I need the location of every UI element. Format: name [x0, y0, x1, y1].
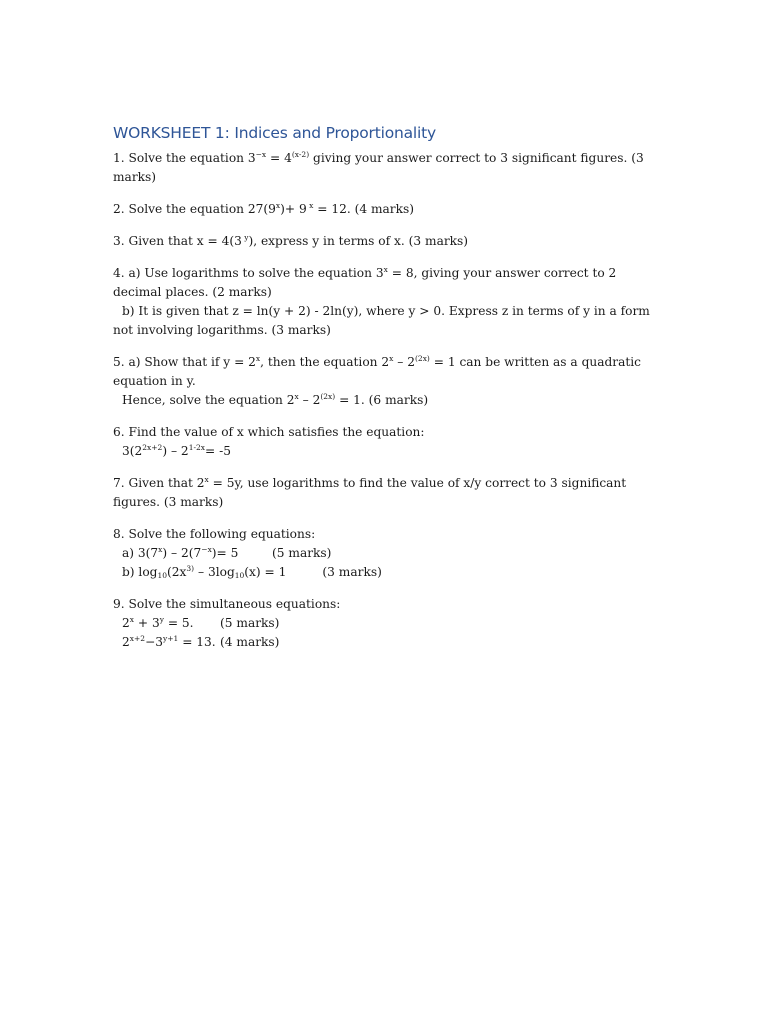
question-7: 7. Given that $2^x = 5y$, use logarithms to find the value of x/y correct to 3 significant figures. (3 marks) [113, 475, 627, 509]
question-list [113, 149, 653, 665]
question-8: 8. Solve the following equations: a) $3(7^x) - 2(7^{-x})= 5$ (5 marks) b) $\log_{10}(2x^{3)} - 3\log_{10}(x) = 1$ (3 marks) [113, 525, 653, 582]
question-8b: b) $\log_{10}(2x^{3)} - 3\log_{10}(x) = 1$ (3 marks) [122, 564, 382, 580]
question-5a: 5. a) Show that if $y = 2^x$, then the equation $2^x - 2^{(2x)} = 1$ can be written as a quadratic equation in y. [113, 354, 642, 388]
question-2: 2. Solve the equation $27(9^x)+ 9$ $^x$ = 12. (4 marks) [113, 201, 415, 216]
question-4 [113, 264, 653, 340]
question-9-eq2: $2^{x+2}-3^{y+1} = 13$. (4 marks) [122, 634, 280, 649]
question-4a: 4. a) Use logarithms to solve the equation $3^x = 8$, giving your answer correct to 2 decimal places. (2 marks) [113, 265, 617, 299]
question-6-equation: $3(2^{2x+2}) - 2^{1-2x}= -5$ [122, 443, 231, 458]
worksheet-title: WORKSHEET 1: Indices and Proportionality [113, 124, 436, 142]
question-3: 3. Given that x = 4(3 $^y$), express y in terms of x. (3 marks) [113, 233, 469, 248]
question-5b: Hence, solve the equation $2^x - 2^{(2x)} = 1$. (6 marks) [122, 392, 429, 407]
question-5 [113, 353, 653, 410]
question-9-eq1: $2^x + 3^y = 5$. (5 marks) [122, 615, 280, 630]
question-6: 6. Find the value of x which satisfies the equation: $3(2^{2x+2}) - 2^{1-2x}= -5$ [113, 423, 653, 461]
question-1: 1. Solve the equation $3^{-x} = 4^{(x-2)}$ giving your answer correct to 3 significant figures. (3 marks) [113, 150, 644, 184]
question-4b: b) It is given that z = ln(y + 2) - 2ln(y), where y > 0. Express z in terms of y in a form not involving logarithms. (3 marks) [113, 304, 650, 337]
question-8a: a) $3(7^x) - 2(7^{-x})= 5$ (5 marks) [122, 545, 332, 560]
question-9: 9. Solve the simultaneous equations: $2^x + 3^y = 5$. (5 marks) $2^{x+2}-3^{y+1} = 13$. (4 marks) [113, 595, 653, 652]
